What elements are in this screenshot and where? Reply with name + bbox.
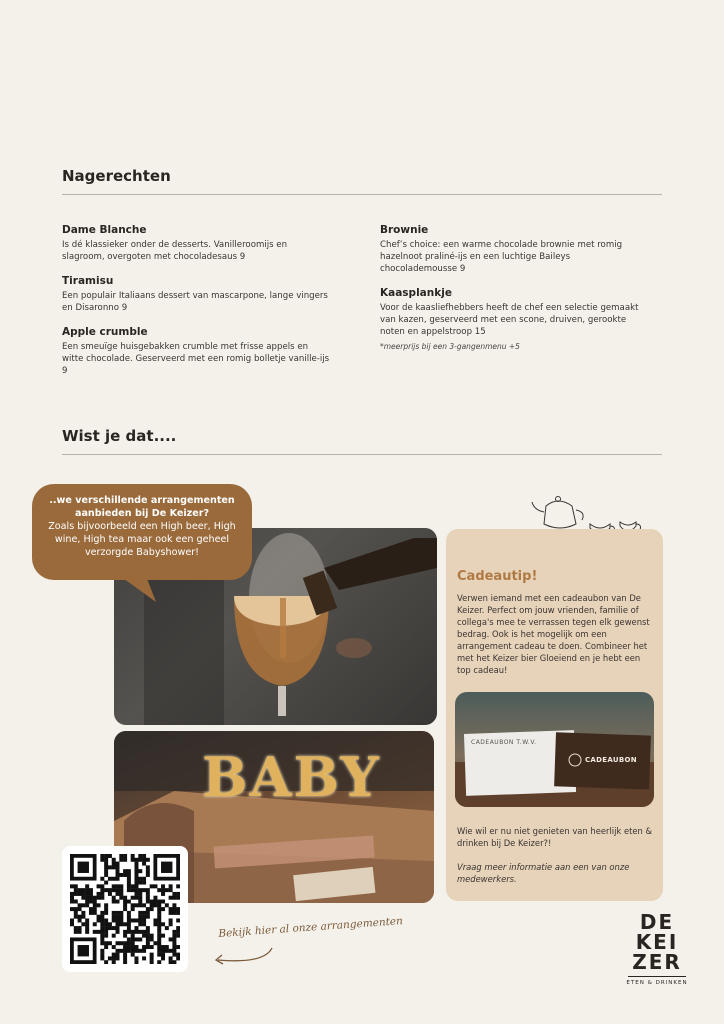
voucher-photo	[455, 692, 654, 807]
curved-arrow-icon	[208, 944, 278, 970]
card-text-2: Wie wil er nu niet genieten van heerlijk eten & drinken bij De Keizer?!	[457, 826, 653, 848]
menu-item	[62, 326, 332, 377]
card-text-1: Verwen iemand met een cadeaubon van De Keizer. Perfect om jouw vrienden, familie of collega's mee te verrassen tegen elk gewenst bedrag. Ook is het mogelijk om een arrangement cadeau te doen. Combineer het met het Keizer bier Gloeiend en je hebt een top cadeau!	[457, 593, 650, 675]
divider	[62, 194, 662, 195]
arrangements-caption: Bekijk hier al onze arrangementen	[218, 915, 404, 940]
qr-code[interactable]	[62, 846, 188, 972]
menu-item-description: Is dé klassieker onder de desserts. Vanilleroomijs en slagroom, overgoten met chocoladesaus 9	[62, 240, 288, 262]
section-heading-info: Wist je dat....	[62, 427, 177, 445]
logo-tagline: ETEN & DRINKEN	[626, 980, 688, 986]
logo-line-3: ZER	[632, 950, 682, 974]
logo-line-1: DE	[639, 910, 675, 934]
menu-item-description: Voor de kaasliefhebbers heeft de chef een selectie gemaakt van kazen, geserveerd met een scone, druiven, gerookte noten en appelstroop 15	[380, 303, 639, 337]
menu-item	[62, 275, 332, 314]
dessert-column-left	[62, 224, 332, 389]
gift-tip-card	[446, 529, 663, 901]
menu-item-description: Een populair Italiaans dessert van mascarpone, lange vingers en Disaronno 9	[62, 291, 328, 313]
menu-item-title: Apple crumble	[62, 326, 148, 338]
voucher-illustration	[455, 692, 654, 807]
menu-item-description: Een smeuïge huisgebakken crumble met frisse appels en witte chocolade. Geserveerd met een romig bolletje vanille-ijs 9	[62, 342, 330, 376]
menu-item	[380, 224, 642, 275]
divider	[62, 454, 662, 455]
voucher-right-label: CADEAUBON	[585, 756, 637, 764]
menu-item-title: Dame Blanche	[62, 224, 147, 236]
dessert-column-right	[380, 224, 642, 351]
logo-divider	[628, 976, 686, 977]
arrangements-speech-bubble	[32, 484, 252, 580]
menu-item-title: Brownie	[380, 224, 429, 236]
bubble-text: Zoals bijvoorbeeld een High beer, High wine, High tea maar ook een geheel verzorgde Babyshower!	[48, 521, 236, 558]
bubble-tail	[120, 576, 160, 606]
menu-item-description: Chef’s choice: een warme chocolade brownie met romig hazelnoot praliné-ijs en een luchtige Baileys chocolademousse 9	[380, 240, 623, 274]
baby-sign: BABY	[202, 745, 381, 809]
card-text-3: Vraag meer informatie aan een van onze medewerkers.	[457, 862, 630, 884]
menu-item-title: Kaasplankje	[380, 287, 452, 299]
menu-item	[62, 224, 332, 263]
de-keizer-logo	[622, 912, 692, 986]
logo-line-2: KEI	[635, 930, 679, 954]
menu-item-title: Tiramisu	[62, 275, 114, 287]
bubble-bold-text: ..we verschillende arrangementen aanbieden bij De Keizer?	[49, 495, 235, 519]
qr-code-pattern	[70, 854, 180, 964]
menu-item	[380, 287, 642, 338]
price-note: *meerprijs bij een 3-gangenmenu +5	[380, 342, 520, 351]
card-title: Cadeautip!	[457, 569, 538, 584]
section-heading-desserts: Nagerechten	[62, 167, 171, 185]
voucher-left-label: CADEAUBON T.W.V.	[471, 739, 537, 746]
